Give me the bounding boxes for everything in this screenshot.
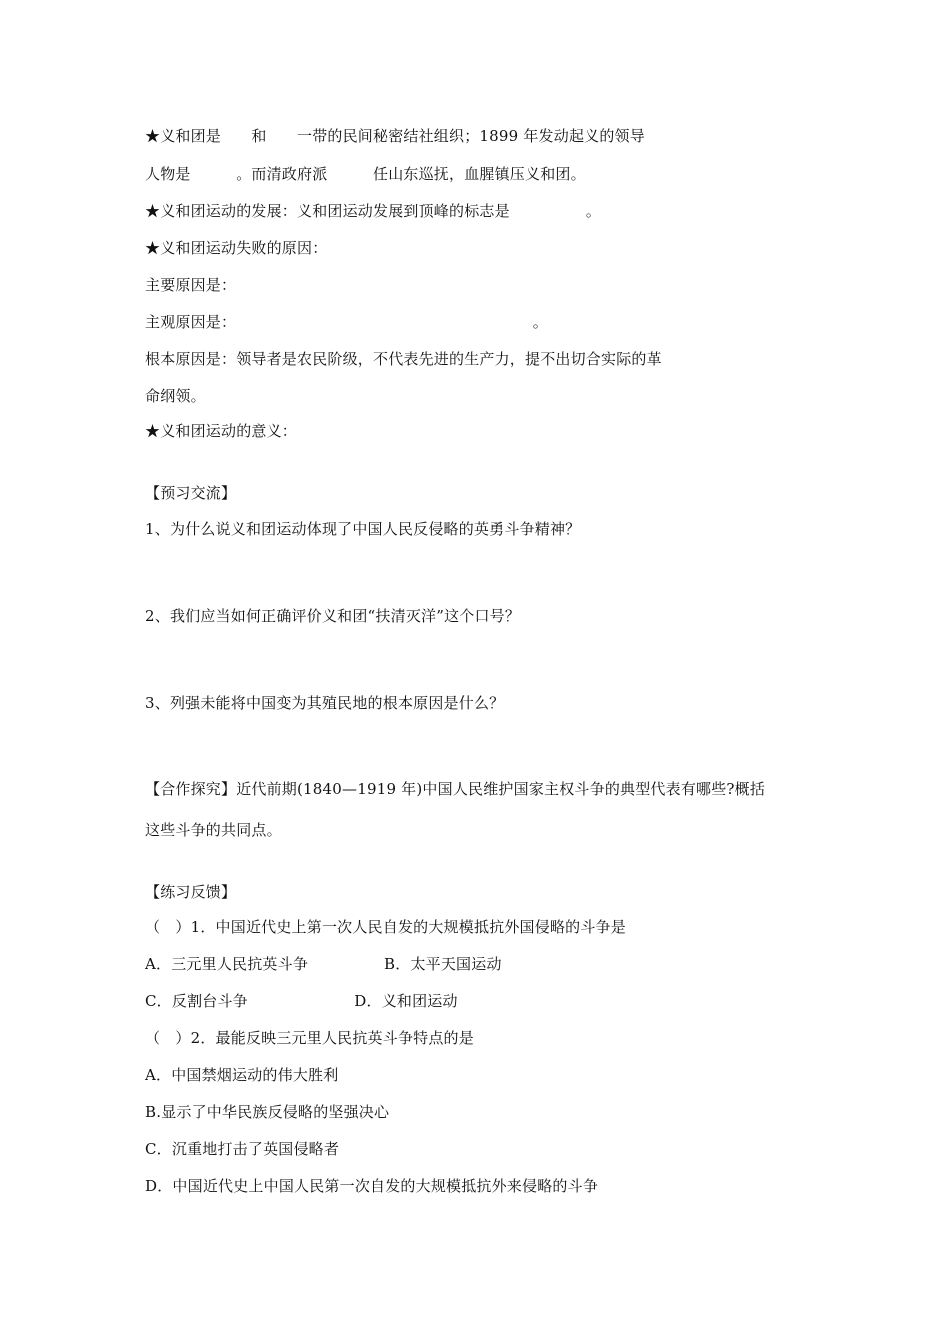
text-line: 根本原因是：领导者是农民阶级，不代表先进的生产力，提不出切合实际的革 — [145, 350, 662, 368]
answer-option: C．沉重地打击了英国侵略者 — [145, 1140, 340, 1158]
question: （ ）1．中国近代史上第一次人民自发的大规模抵抗外国侵略的斗争是 — [145, 918, 626, 936]
text-line: 人物是 。而清政府派 任山东巡抚，血腥镇压义和团。 — [145, 165, 586, 183]
text-line: 主观原因是： 。 — [145, 313, 548, 331]
section-heading: 【练习反馈】 — [145, 883, 237, 901]
answer-option: D．中国近代史上中国人民第一次自发的大规模抵抗外来侵略的斗争 — [145, 1177, 599, 1195]
answer-option: C．反割台斗争 D．义和团运动 — [145, 992, 458, 1010]
answer-option: A．三元里人民抗英斗争 B．太平天国运动 — [145, 955, 502, 973]
text-line: ★义和团运动失败的原因： — [145, 239, 328, 257]
section-heading: 【预习交流】 — [145, 484, 237, 502]
answer-option: A．中国禁烟运动的伟大胜利 — [145, 1066, 339, 1084]
text-line: 命纲领。 — [145, 387, 206, 405]
question: 2、我们应当如何正确评价义和团“扶清灭洋”这个口号？ — [145, 607, 521, 625]
text-line: 主要原因是： — [145, 276, 237, 294]
question: 1、为什么说义和团运动体现了中国人民反侵略的英勇斗争精神？ — [145, 520, 581, 538]
text-line: ★义和团是 和 一带的民间秘密结社组织；1899 年发动起义的领导 — [145, 127, 645, 145]
text-line: 这些斗争的共同点。 — [145, 821, 282, 839]
text-line: ★义和团运动的发展：义和团运动发展到顶峰的标志是 。 — [145, 202, 602, 220]
text-line: ★义和团运动的意义： — [145, 422, 298, 440]
question: （ ）2．最能反映三元里人民抗英斗争特点的是 — [145, 1029, 474, 1047]
answer-option: B.显示了中华民族反侵略的坚强决心 — [145, 1103, 390, 1121]
section-heading: 【合作探究】近代前期(1840—1919 年)中国人民维护国家主权斗争的典型代表有哪些?概括 — [145, 780, 766, 798]
question: 3、列强未能将中国变为其殖民地的根本原因是什么？ — [145, 694, 505, 712]
